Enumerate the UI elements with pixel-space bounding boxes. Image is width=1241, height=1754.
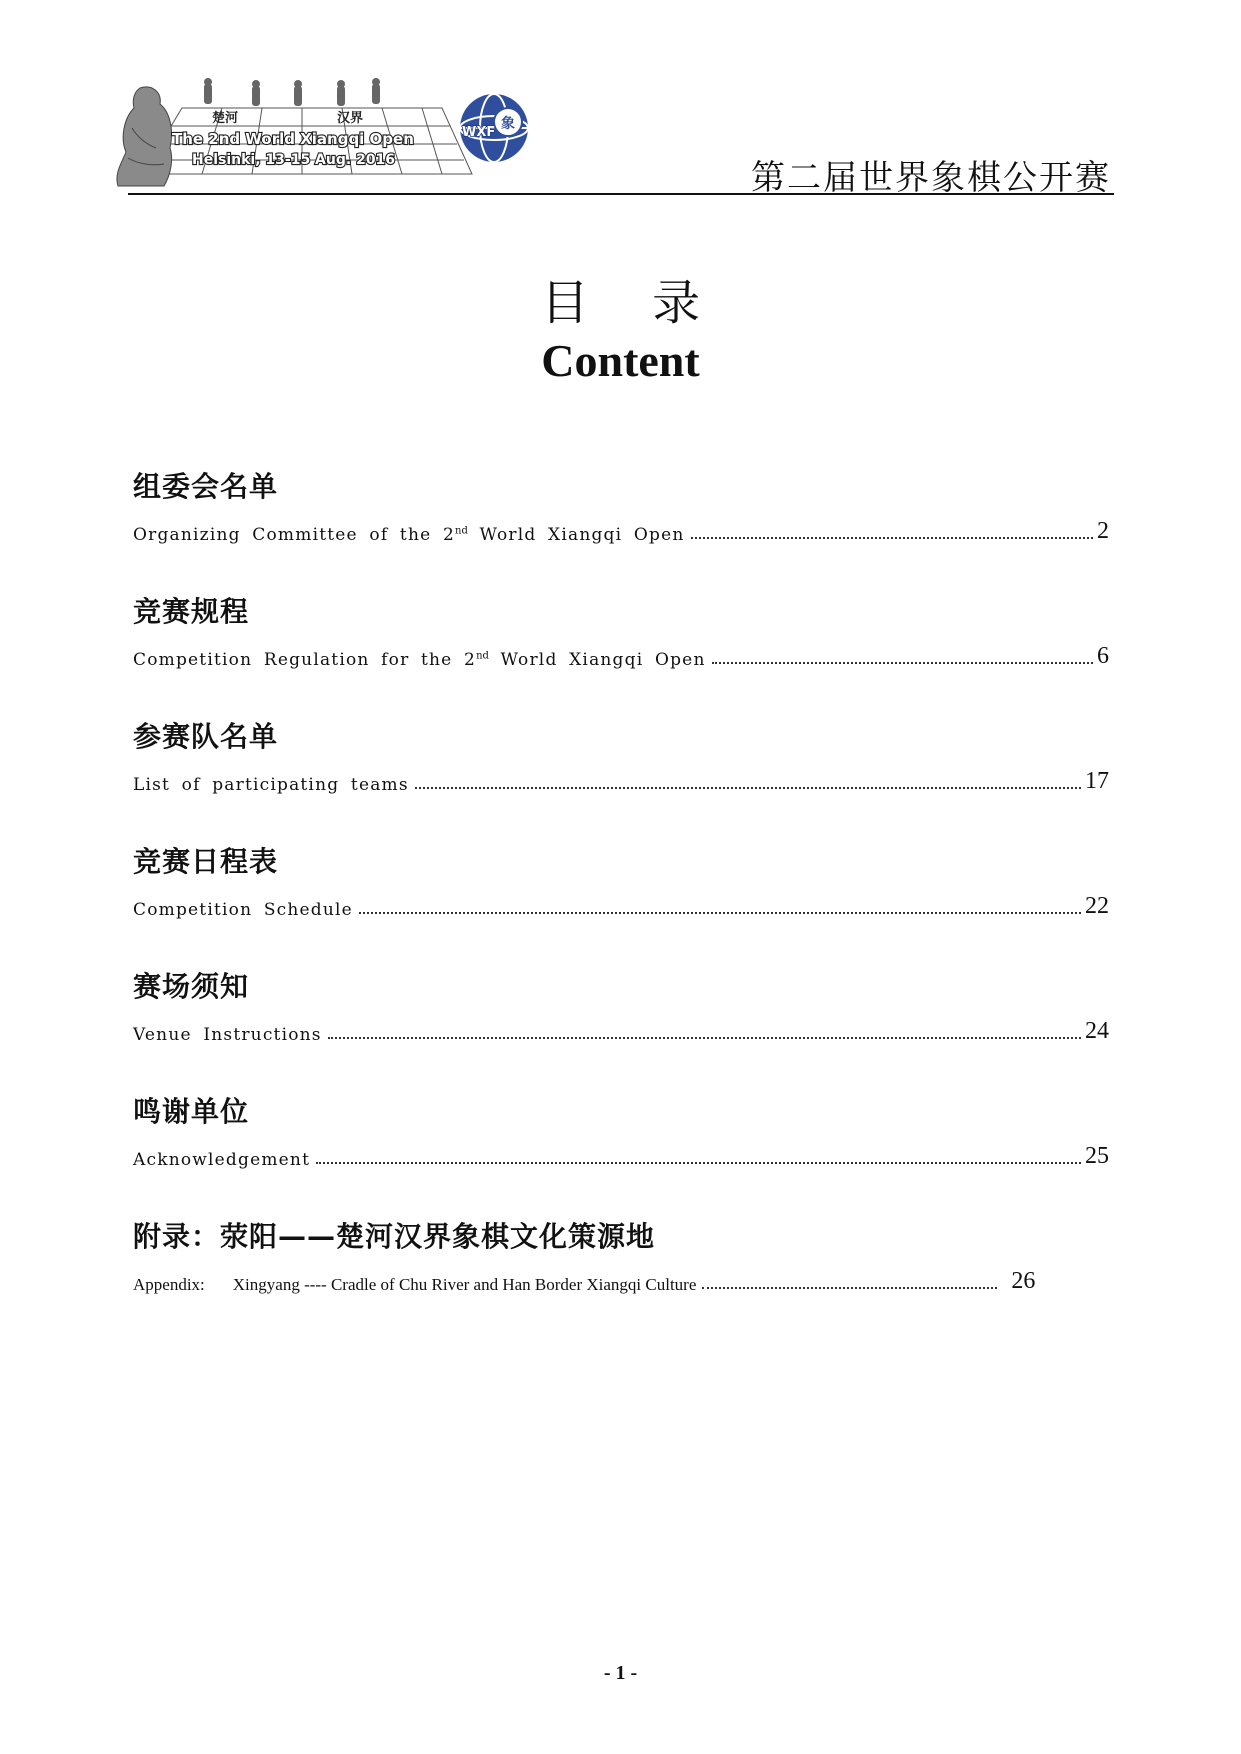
logo-badge-text: WXF [462, 125, 496, 140]
page-header [0, 0, 1241, 200]
toc-entry-line [133, 1140, 1109, 1170]
toc-leader-dots [415, 786, 1081, 789]
toc-entry-title-cn: 鸣谢单位 [133, 1095, 250, 1128]
toc-entry-title-cn: 竞赛规程 [133, 595, 250, 628]
table-of-contents [133, 465, 1109, 1340]
toc-entry-participating-teams[interactable] [133, 715, 1109, 840]
toc-entry-competition-regulation[interactable] [133, 590, 1109, 715]
toc-entry-line [133, 890, 1109, 920]
logo-river-left: 楚河 [212, 111, 239, 126]
toc-leader-dots [316, 1161, 1081, 1164]
toc-page-number: 24 [1085, 1018, 1109, 1044]
toc-entry-venue-instructions[interactable] [133, 965, 1109, 1090]
toc-entry-title-en: Venue Instructions [133, 1025, 322, 1045]
toc-entry-title-en: Competition Schedule [133, 900, 353, 920]
toc-entry-line [133, 640, 1109, 670]
toc-page-number: 25 [1085, 1143, 1109, 1169]
page-title-en: Content [541, 335, 700, 386]
toc-leader-dots [691, 536, 1093, 539]
toc-entry-title-en: Competition Regulation for the 2nd World Xiangqi Open [133, 650, 706, 670]
svg-text:象: 象 [501, 116, 515, 132]
header-divider [128, 193, 1114, 195]
toc-entry-organizing-committee[interactable] [133, 465, 1109, 590]
toc-leader-dots [702, 1286, 997, 1289]
toc-entry-title-cn: 参赛队名单 [133, 720, 279, 753]
event-logo [112, 78, 532, 190]
toc-entry-appendix[interactable] [133, 1215, 1109, 1340]
toc-entry-title-cn: 组委会名单 [133, 470, 279, 503]
logo-event-name: The 2nd World Xiangqi Open [172, 130, 414, 148]
page-number: - 1 - [603, 1662, 638, 1684]
toc-page-number: 22 [1085, 893, 1109, 919]
toc-page-number: 17 [1085, 768, 1109, 794]
toc-entry-acknowledgement[interactable] [133, 1090, 1109, 1215]
toc-entry-line [133, 765, 1109, 795]
page-title-cn: 目 录 [540, 275, 725, 331]
toc-entry-title-cn: 竞赛日程表 [133, 845, 279, 878]
toc-entry-competition-schedule[interactable] [133, 840, 1109, 965]
toc-entry-title-en: List of participating teams [133, 775, 409, 795]
toc-entry-line [133, 515, 1109, 545]
toc-entry-title-en: Acknowledgement [133, 1150, 311, 1170]
toc-entry-title-cn: 附录：荥阳——楚河汉界象棋文化策源地 [133, 1220, 656, 1253]
figure-statues-graphic [204, 78, 380, 106]
toc-page-number: 26 [1011, 1268, 1036, 1294]
toc-entry-title-cn: 赛场须知 [133, 970, 250, 1003]
toc-entry-title-en [133, 1275, 696, 1295]
header-title: 第二届世界象棋公开赛 [751, 158, 1111, 198]
logo-event-place-date: Helsinki, 13-15 Aug. 2016 [192, 152, 396, 168]
appendix-title: Xingyang ---- Cradle of Chu River and Han Border Xiangqi Culture [232, 1275, 697, 1294]
toc-leader-dots [712, 661, 1093, 664]
appendix-label: Appendix: [133, 1275, 205, 1294]
toc-entry-line [133, 1015, 1109, 1045]
toc-page-number: 2 [1097, 518, 1109, 544]
toc-entry-line [133, 1265, 1109, 1295]
toc-leader-dots [328, 1036, 1081, 1039]
toc-leader-dots [359, 911, 1081, 914]
toc-entry-title-en: Organizing Committee of the 2nd World Xiangqi Open [133, 525, 685, 545]
statue-graphic [117, 87, 172, 186]
toc-page-number: 6 [1097, 643, 1109, 669]
logo-river-right: 汉界 [337, 111, 364, 126]
